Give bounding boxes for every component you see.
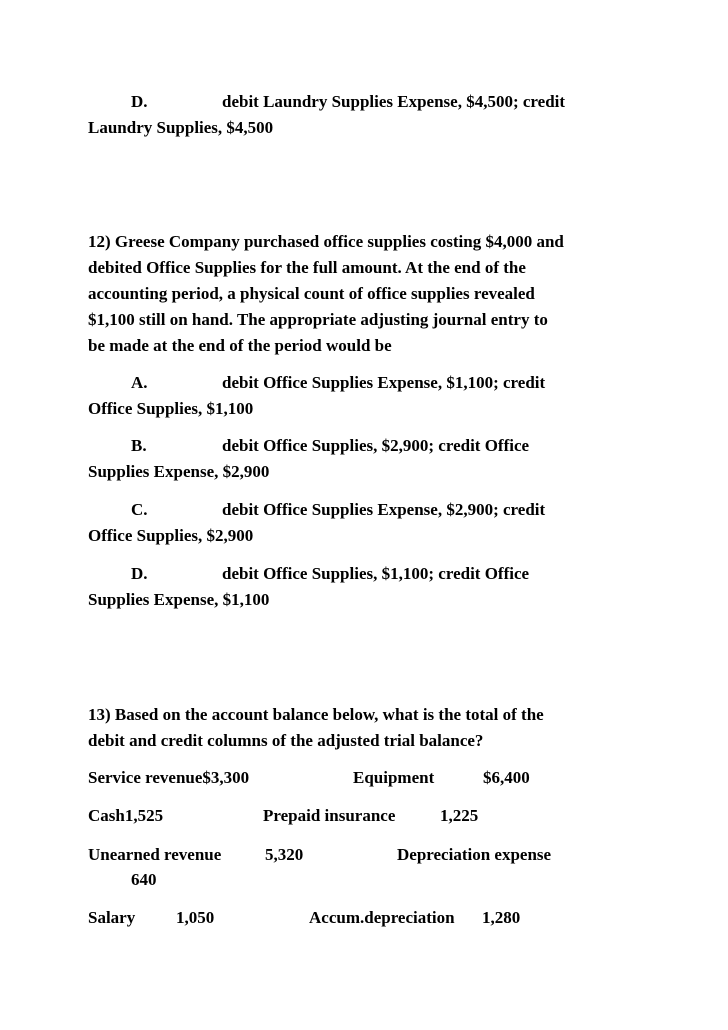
option-text: debit Office Supplies Expense, $1,100; credit [222, 373, 546, 392]
option-letter: B. [131, 436, 147, 455]
option-text: debit Office Supplies Expense, $2,900; credit [222, 500, 546, 519]
question-stem-line: $1,100 still on hand. The appropriate adjusting journal entry to [88, 310, 548, 329]
option-text: debit Office Supplies, $2,900; credit Office [222, 436, 530, 455]
balance-item: Depreciation expense [397, 845, 552, 864]
option-text: debit Office Supplies, $1,100; credit Office [222, 564, 530, 583]
balance-item: Salary [88, 908, 136, 927]
option-text-continued: Office Supplies, $1,100 [88, 399, 254, 418]
question-stem-line: accounting period, a physical count of office supplies revealed [88, 284, 535, 303]
option-text-continued: Supplies Expense, $2,900 [88, 462, 270, 481]
option-text-continued: Office Supplies, $2,900 [88, 526, 254, 545]
question-stem-line: 12) Greese Company purchased office supplies costing $4,000 and [88, 232, 564, 251]
option-text: debit Laundry Supplies Expense, $4,500; credit [222, 92, 566, 111]
balance-value: 1,280 [482, 908, 521, 927]
question-stem-line: debit and credit columns of the adjusted trial balance? [88, 731, 484, 750]
balance-value: 1,225 [440, 806, 479, 825]
question-stem-line: 13) Based on the account balance below, what is the total of the [88, 705, 544, 724]
option-letter: D. [131, 92, 148, 111]
question-stem-line: debited Office Supplies for the full amount. At the end of the [88, 258, 526, 277]
option-letter: C. [131, 500, 148, 519]
balance-value: 640 [131, 870, 157, 889]
balance-item: Cash1,525 [88, 806, 164, 825]
balance-item: Unearned revenue [88, 845, 222, 864]
option-letter: A. [131, 373, 148, 392]
balance-value: 5,320 [265, 845, 304, 864]
question-stem-line: be made at the end of the period would be [88, 336, 392, 355]
option-text-continued: Supplies Expense, $1,100 [88, 590, 270, 609]
balance-item: Accum.depreciation [309, 908, 455, 927]
balance-item: Service revenue$3,300 [88, 768, 250, 787]
balance-item: Equipment [353, 768, 435, 787]
balance-value: 1,050 [176, 908, 215, 927]
balance-item: Prepaid insurance [263, 806, 396, 825]
option-text-continued: Laundry Supplies, $4,500 [88, 118, 274, 137]
option-letter: D. [131, 564, 148, 583]
balance-value: $6,400 [483, 768, 530, 787]
